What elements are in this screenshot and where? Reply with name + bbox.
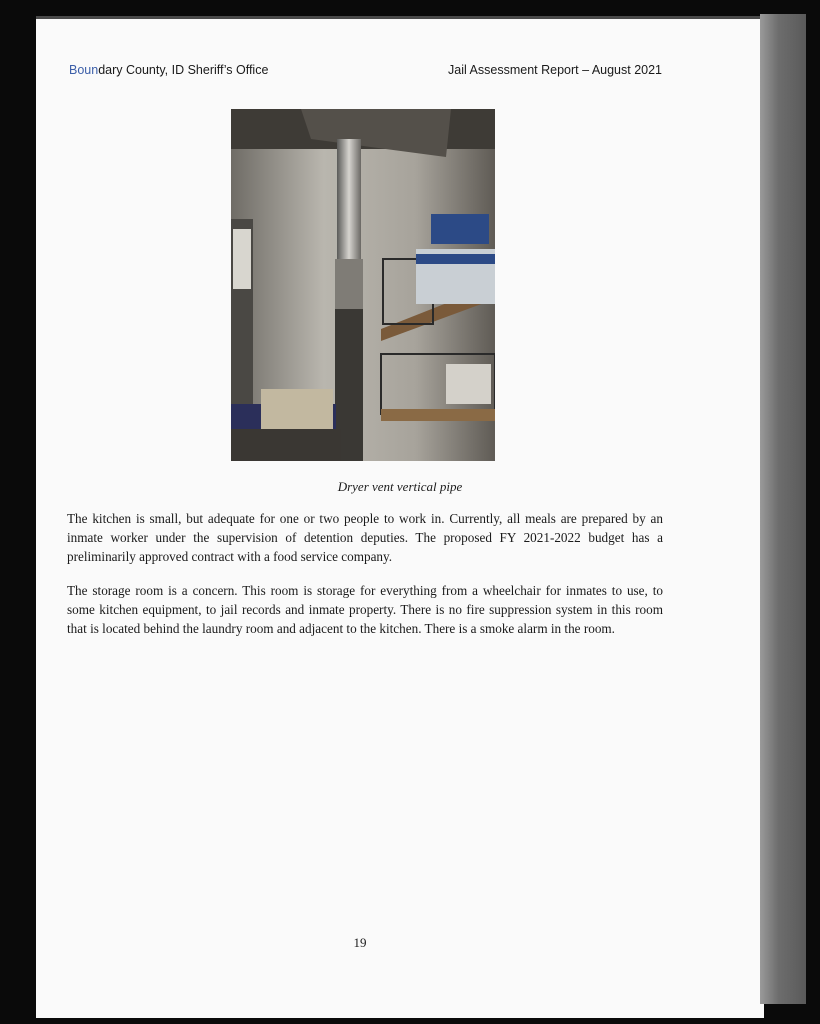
figure-caption: Dryer vent vertical pipe — [337, 479, 463, 494]
body-paragraph-kitchen: The kitchen is small, but adequate for one or two people to work in. Currently, all meals are prepared by an inmate worker under the supervision of detention deputies. The proposed FY 2021-2022 budget has a preliminarily approved contract with a food service company. — [67, 511, 663, 564]
page-number: 19 — [353, 935, 367, 950]
photo-illustration — [231, 109, 495, 461]
header-organization — [69, 63, 268, 77]
dryer-vent-photo — [231, 109, 495, 461]
body-paragraph-storage: The storage room is a concern. This room is storage for everything from a wheelchair for inmates to use, to some kitchen equipment, to jail records and inmate property. There is no fire suppression system in this room that is located behind the laundry room and adjacent to the kitchen. There is a smoke alarm in the room. — [67, 583, 663, 636]
header-organization-accent: Boun — [69, 63, 99, 77]
page-top-edge — [36, 16, 762, 19]
header-report-title: Jail Assessment Report – August 2021 — [448, 63, 663, 77]
header-organization-rest: dary County, ID Sheriff’s Office — [98, 63, 269, 77]
scan-shadow-edge — [760, 14, 806, 1004]
